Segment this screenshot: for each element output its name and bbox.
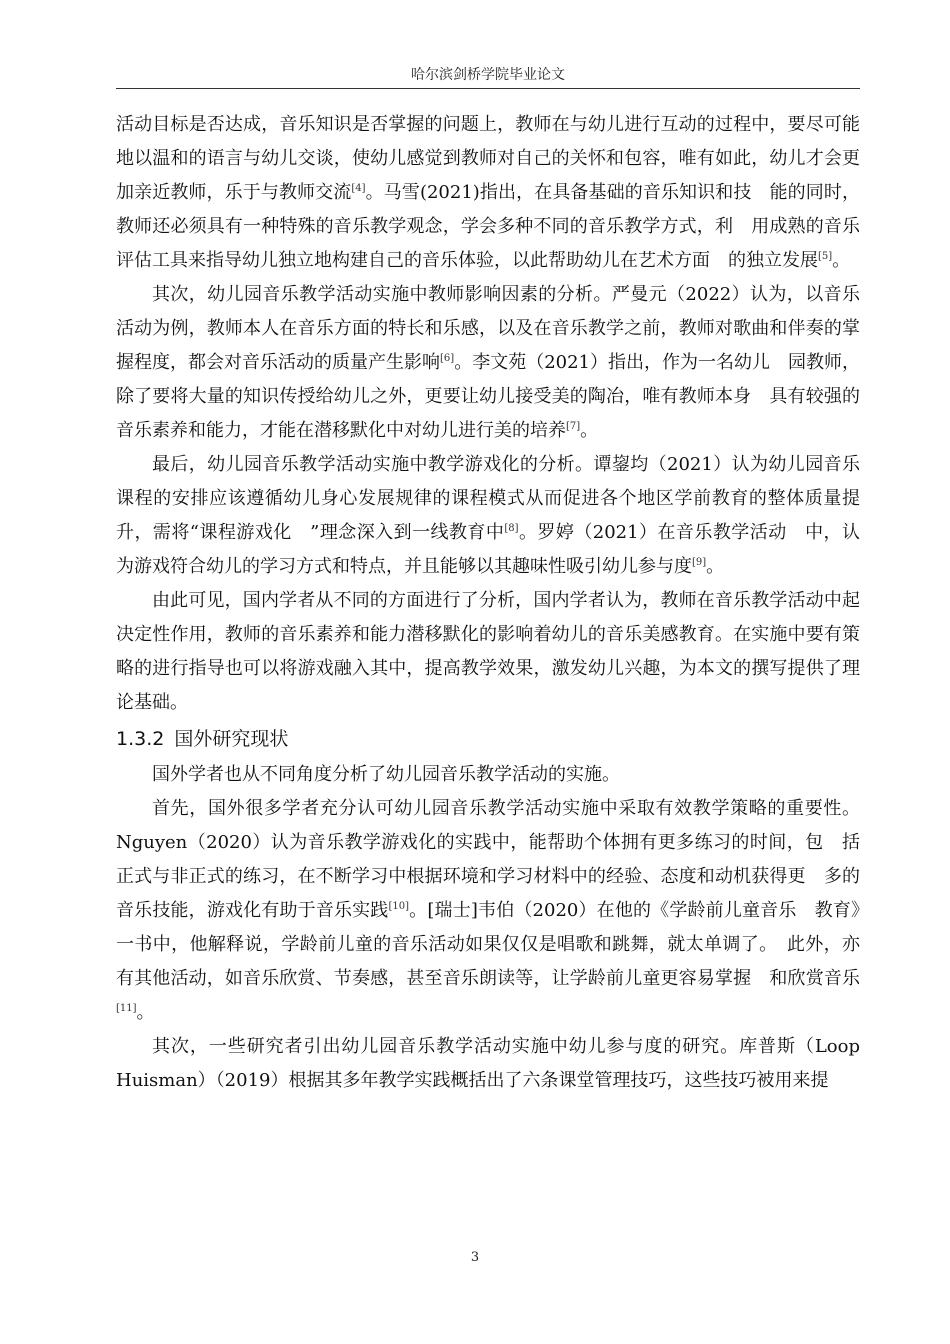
paragraph-text: 。 [580,420,599,441]
section-number: 1.3.2 [116,728,165,750]
paragraph-text: 首先，国外很多学者充分认可幼儿园音乐教学活动实施中采取有效教学策略的重要性。Nguyen（2020）认为音乐教学游戏化的实践中，能帮助个体拥有更多练习的时间，包 括正式与非正式的练习，在不断学习中根据环境和学习材料中的经验、态度和动机获得更 多的音乐技能，游戏化有助于音乐实践 [116,798,860,921]
paragraph-text: 由此可见，国内学者从不同的方面进行了分析，国内学者认为，教师在音乐教学活动中起决定性作用，教师的音乐素养和能力潜移默化的影响着幼儿的音乐美感教育。在实施中要有策略的进行指导也可以将游戏融入其中，提高教学效果，激发幼儿兴趣，为本文的撰写提供了理论基础。 [116,590,860,713]
page-number: 3 [470,1250,480,1265]
paragraph-text: 。[瑞士]韦伯（2020）在他的《学龄前儿童音乐 教育》一书中，他解释说，学龄前儿童的音乐活动如果仅仅是唱歌和跳舞，就太单调了。 此外，亦有其他活动，如音乐欣赏、节奏感，甚至音乐朗读等，让学龄前儿童更容易掌握 和欣赏音乐 [116,900,860,989]
citation-10[interactable]: [10] [388,901,410,912]
paragraph-4 [116,584,860,720]
paragraph-6 [116,792,860,1030]
citation-6[interactable]: [6] [440,353,455,364]
citation-7[interactable]: [7] [566,421,581,432]
paragraph-text: 。 [832,250,851,271]
page-body [116,108,860,1098]
citation-5[interactable]: [5] [818,251,833,262]
paragraph-1 [116,108,860,278]
header-divider [116,88,860,89]
paragraph-text: 其次，幼儿园音乐教学活动实施中教师影响因素的分析。严曼元（2022）认为，以音乐活动为例，教师本人在音乐方面的特长和乐感，以及在音乐教学之前，教师对歌曲和伴奏的掌握程度，都会对音乐活动的质量产生影响 [116,284,860,373]
paragraph-text: 其次，一些研究者引出幼儿园音乐教学活动实施中幼儿参与度的研究。库普斯（Loop Huisman）（2019）根据其多年教学实践概括出了六条课堂管理技巧，这些技巧被用来提 [116,1036,860,1091]
citation-11[interactable]: [11] [116,1003,137,1014]
paragraph-5 [116,758,860,792]
running-header: 哈尔滨剑桥学院毕业论文 [411,67,565,83]
paragraph-text: 。罗婷（2021）在音乐教学活动 中，认为游戏符合幼儿的学习方式和特点，并且能够以其趣味性吸引幼儿参与度 [116,522,860,577]
paragraph-text: 最后，幼儿园音乐教学活动实施中教学游戏化的分析。谭鋆均（2021）认为幼儿园音乐课程的安排应该遵循幼儿身心发展规律的课程模式从而促进各个地区学前教育的整体质量提升，需将“课程游戏化 ”理念深入到一线教育中 [116,454,860,543]
paragraph-text: 。马雪(2021)指出，在具备基础的音乐知识和技 能的同时，教师还必须具有一种特殊的音乐教学观念，学会多种不同的音乐教学方式，利 用成熟的音乐评估工具来指导幼儿独立地构建自己的音乐体验，以此帮助幼儿在艺术方面 的独立发展 [116,182,860,271]
paragraph-text: 。 [706,556,725,577]
paragraph-2 [116,278,860,448]
paragraph-text: 。 [136,1002,155,1023]
section-heading [116,722,860,756]
citation-9[interactable]: [9] [692,557,707,568]
citation-8[interactable]: [8] [504,523,519,534]
paragraph-7 [116,1030,860,1098]
section-title: 国外研究现状 [174,728,289,750]
paragraph-text: 国外学者也从不同角度分析了幼儿园音乐教学活动的实施。 [152,764,620,785]
paragraph-text: 。李文苑（2021）指出，作为一名幼儿 园教师，除了要将大量的知识传授给幼儿之外，更要让幼儿接受美的陶冶，唯有教师本身 具有较强的音乐素养和能力，才能在潜移默化中对幼儿进行美的培养 [116,352,861,441]
citation-4[interactable]: [4] [351,183,366,194]
paragraph-text: 活动目标是否达成，音乐知识是否掌握的问题上，教师在与幼儿进行互动的过程中，要尽可能地以温和的语言与幼儿交谈，使幼儿感觉到教师对自己的关怀和包容，唯有如此，幼儿才会更加亲近教师，乐于与教师交流 [116,114,860,203]
paragraph-3 [116,448,860,584]
